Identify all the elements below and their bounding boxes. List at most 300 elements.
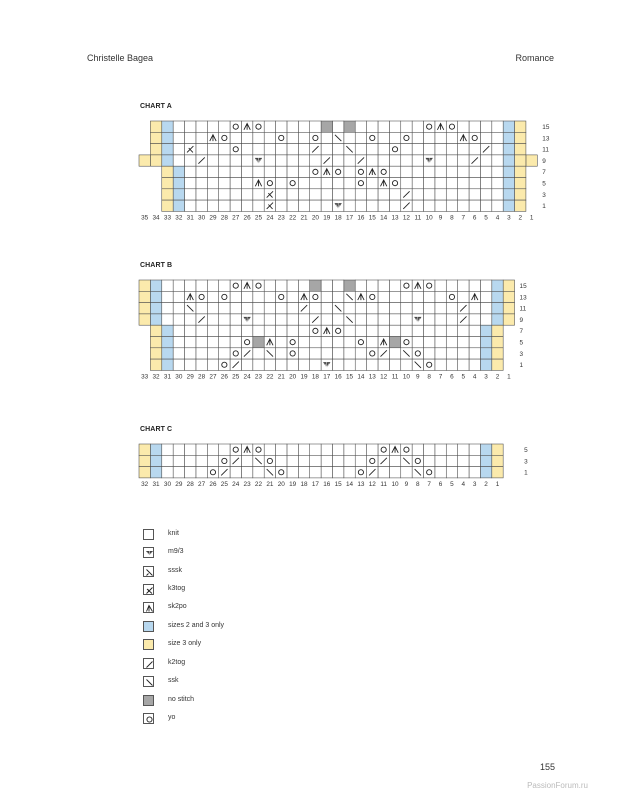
- chart-row: [150, 144, 526, 155]
- column-number: 13: [368, 373, 376, 381]
- grid-cell: [321, 178, 332, 189]
- grid-cell: [355, 455, 366, 466]
- grid-cell: [150, 132, 161, 143]
- grid-cell: [435, 144, 446, 155]
- grid-cell: [412, 291, 423, 302]
- grid-cell: [458, 359, 469, 370]
- grid-cell: [321, 314, 332, 325]
- grid-cell: [389, 314, 400, 325]
- column-number: 2: [484, 480, 488, 488]
- row-number: 9: [519, 316, 524, 324]
- column-number: 19: [323, 214, 331, 222]
- legend-sssk: sssk: [143, 566, 343, 579]
- column-number: 12: [380, 373, 388, 381]
- grid-cell: [241, 166, 252, 177]
- grid-cell: [287, 325, 298, 336]
- grid-cell: [241, 359, 252, 370]
- grid-cell: [458, 467, 469, 478]
- grid-cell: [310, 280, 321, 291]
- grid-cell: [264, 444, 275, 455]
- grid-cell: [241, 325, 252, 336]
- grid-cell: [298, 314, 309, 325]
- grid-cell: [287, 348, 298, 359]
- grid-cell: [412, 155, 423, 166]
- grid-cell: [207, 359, 218, 370]
- grid-cell: [389, 132, 400, 143]
- grid-cell: [207, 121, 218, 132]
- grid-cell: [412, 166, 423, 177]
- grid-cell: [458, 337, 469, 348]
- grid-cell: [424, 303, 435, 314]
- grid-cell: [150, 155, 161, 166]
- grid-cell: [287, 121, 298, 132]
- column-number: 31: [152, 480, 160, 488]
- grid-cell: [264, 166, 275, 177]
- grid-cell: [492, 359, 503, 370]
- grid-cell: [310, 155, 321, 166]
- grid-cell: [435, 337, 446, 348]
- grid-cell: [253, 444, 264, 455]
- column-number: 14: [380, 214, 388, 222]
- grid-cell: [207, 155, 218, 166]
- grid-cell: [367, 280, 378, 291]
- grid-cell: [230, 314, 241, 325]
- grid-cell: [287, 189, 298, 200]
- column-number: 8: [450, 214, 454, 222]
- grid-cell: [185, 178, 196, 189]
- chart-row: [139, 303, 515, 314]
- grid-cell: [435, 303, 446, 314]
- row-number: 3: [519, 350, 524, 358]
- grid-cell: [344, 337, 355, 348]
- grid-cell: [389, 467, 400, 478]
- grid-cell: [367, 359, 378, 370]
- column-number: 24: [232, 480, 240, 488]
- column-number: 2: [518, 214, 523, 222]
- grid-cell: [367, 337, 378, 348]
- grid-cell: [321, 189, 332, 200]
- grid-cell: [424, 291, 435, 302]
- grid-cell: [185, 444, 196, 455]
- chart-row: [162, 178, 526, 189]
- column-number: 13: [391, 214, 399, 222]
- column-number: 16: [334, 373, 342, 381]
- grid-cell: [503, 166, 514, 177]
- grid-cell: [480, 325, 491, 336]
- row-number: 5: [519, 339, 524, 347]
- grid-cell: [355, 467, 366, 478]
- grid-cell: [424, 166, 435, 177]
- column-number: 27: [198, 480, 206, 488]
- grid-cell: [287, 132, 298, 143]
- column-number: 22: [254, 480, 263, 488]
- grid-cell: [173, 359, 184, 370]
- grid-cell: [253, 132, 264, 143]
- sssk-icon: [143, 566, 154, 577]
- grid-cell: [378, 200, 389, 211]
- grid-cell: [230, 189, 241, 200]
- grid-cell: [412, 444, 423, 455]
- grid-cell: [435, 178, 446, 189]
- grid-cell: [276, 359, 287, 370]
- chart-row: [150, 121, 526, 132]
- grid-cell: [185, 348, 196, 359]
- grid-cell: [389, 144, 400, 155]
- grid-cell: [321, 280, 332, 291]
- grid-cell: [344, 132, 355, 143]
- grid-cell: [458, 178, 469, 189]
- grid-cell: [276, 155, 287, 166]
- grid-cell: [207, 166, 218, 177]
- grid-cell: [230, 280, 241, 291]
- grid-cell: [310, 348, 321, 359]
- grid-cell: [310, 189, 321, 200]
- grid-cell: [344, 121, 355, 132]
- grid-cell: [173, 455, 184, 466]
- row-number: 11: [542, 146, 549, 154]
- column-number: 26: [220, 373, 228, 381]
- column-number: 5: [450, 480, 454, 488]
- grid-cell: [344, 200, 355, 211]
- row-number: 13: [542, 135, 550, 143]
- chart-row: [162, 189, 526, 200]
- grid-cell: [424, 121, 435, 132]
- grid-cell: [458, 121, 469, 132]
- column-number: 1: [495, 480, 500, 488]
- grid-cell: [230, 121, 241, 132]
- chart-row: [162, 200, 526, 211]
- column-number: 12: [402, 214, 410, 222]
- column-number: 25: [254, 214, 263, 222]
- grid-cell: [253, 144, 264, 155]
- grid-cell: [253, 359, 264, 370]
- column-number: 11: [380, 480, 387, 488]
- grid-cell: [162, 280, 173, 291]
- grid-cell: [219, 444, 230, 455]
- grid-cell: [298, 132, 309, 143]
- column-number: 1: [507, 373, 511, 381]
- chart-c-title: CHART C: [140, 426, 173, 433]
- column-number: 10: [425, 214, 433, 222]
- grid-cell: [480, 303, 491, 314]
- chart-row: [139, 455, 503, 466]
- grid-cell: [401, 132, 412, 143]
- grid-cell: [480, 314, 491, 325]
- grid-cell: [264, 280, 275, 291]
- grid-cell: [435, 189, 446, 200]
- grid-cell: [332, 155, 343, 166]
- grid-cell: [412, 178, 423, 189]
- grid-cell: [219, 189, 230, 200]
- grid-cell: [492, 200, 503, 211]
- grid-cell: [276, 121, 287, 132]
- grid-cell: [230, 348, 241, 359]
- grid-cell: [173, 314, 184, 325]
- grid-cell: [492, 178, 503, 189]
- grid-cell: [458, 455, 469, 466]
- grid-cell: [230, 132, 241, 143]
- grid-cell: [355, 444, 366, 455]
- grid-cell: [150, 291, 161, 302]
- grid-cell: [276, 280, 287, 291]
- grid-cell: [264, 144, 275, 155]
- grid-cell: [298, 348, 309, 359]
- grid-cell: [469, 200, 480, 211]
- column-number: 9: [438, 214, 443, 222]
- grid-cell: [150, 359, 161, 370]
- grid-cell: [412, 189, 423, 200]
- yellow-swatch-icon: [143, 639, 154, 650]
- grid-cell: [321, 303, 332, 314]
- grid-cell: [196, 178, 207, 189]
- grid-cell: [412, 348, 423, 359]
- grid-cell: [321, 455, 332, 466]
- grid-cell: [276, 178, 287, 189]
- grid-cell: [173, 132, 184, 143]
- grid-cell: [230, 303, 241, 314]
- grid-cell: [480, 189, 491, 200]
- grid-cell: [173, 348, 184, 359]
- column-number: 9: [404, 480, 409, 488]
- column-number: 6: [450, 373, 454, 381]
- column-number: 20: [311, 214, 319, 222]
- grid-cell: [446, 359, 457, 370]
- grid-cell: [310, 359, 321, 370]
- grid-cell: [321, 444, 332, 455]
- column-number: 18: [334, 214, 342, 222]
- grid-cell: [332, 144, 343, 155]
- grid-cell: [389, 291, 400, 302]
- grid-cell: [310, 337, 321, 348]
- grid-cell: [389, 348, 400, 359]
- grid-cell: [310, 200, 321, 211]
- grid-cell: [446, 325, 457, 336]
- column-number: 5: [484, 214, 488, 222]
- grid-cell: [196, 166, 207, 177]
- grid-cell: [367, 455, 378, 466]
- grid-cell: [253, 200, 264, 211]
- legend-k2tog: k2tog: [143, 658, 343, 671]
- grid-cell: [355, 121, 366, 132]
- column-number: 29: [186, 373, 194, 381]
- grid-cell: [469, 467, 480, 478]
- row-number: 7: [519, 328, 524, 336]
- grid-cell: [162, 178, 173, 189]
- grid-cell: [162, 166, 173, 177]
- grid-cell: [276, 455, 287, 466]
- grid-cell: [367, 200, 378, 211]
- column-number: 21: [277, 373, 285, 381]
- column-number: 16: [323, 480, 331, 488]
- grid-cell: [253, 314, 264, 325]
- grid-cell: [207, 444, 218, 455]
- grid-cell: [253, 280, 264, 291]
- grid-cell: [185, 455, 196, 466]
- grid-cell: [401, 337, 412, 348]
- column-number: 30: [163, 480, 172, 488]
- grid-cell: [162, 467, 173, 478]
- grid-cell: [446, 314, 457, 325]
- grid-cell: [196, 444, 207, 455]
- row-number: 15: [519, 282, 527, 290]
- grid-cell: [492, 455, 503, 466]
- grid-cell: [219, 348, 230, 359]
- grid-cell: [150, 280, 161, 291]
- grid-cell: [469, 189, 480, 200]
- grid-cell: [196, 144, 207, 155]
- grid-cell: [503, 314, 514, 325]
- grid-cell: [458, 189, 469, 200]
- grid-cell: [435, 455, 446, 466]
- grid-cell: [412, 325, 423, 336]
- grid-cell: [230, 200, 241, 211]
- grid-cell: [367, 178, 378, 189]
- grid-cell: [219, 359, 230, 370]
- grid-cell: [378, 280, 389, 291]
- grid-cell: [321, 467, 332, 478]
- column-number: 6: [472, 214, 477, 222]
- grid-cell: [367, 155, 378, 166]
- grid-cell: [458, 200, 469, 211]
- grid-cell: [310, 455, 321, 466]
- column-number: 3: [472, 480, 477, 488]
- grid-cell: [162, 325, 173, 336]
- grid-cell: [276, 348, 287, 359]
- column-number: 10: [391, 480, 399, 488]
- grid-cell: [389, 455, 400, 466]
- grid-cell: [150, 348, 161, 359]
- grid-cell: [230, 166, 241, 177]
- grid-cell: [310, 325, 321, 336]
- grid-cell: [378, 325, 389, 336]
- grid-cell: [446, 144, 457, 155]
- grid-cell: [264, 178, 275, 189]
- column-number: 17: [345, 214, 354, 222]
- grid-cell: [298, 337, 309, 348]
- legend-k3tog: k3tog: [143, 584, 343, 597]
- grid-cell: [492, 155, 503, 166]
- column-number: 29: [175, 480, 183, 488]
- grid-cell: [401, 144, 412, 155]
- column-number: 6: [438, 480, 443, 488]
- grid-cell: [435, 280, 446, 291]
- chart-row: [150, 348, 503, 359]
- grid-cell: [253, 467, 264, 478]
- grid-cell: [185, 325, 196, 336]
- grid-cell: [173, 444, 184, 455]
- chart-row: [139, 444, 503, 455]
- grid-cell: [480, 291, 491, 302]
- grid-cell: [401, 314, 412, 325]
- grid-cell: [276, 337, 287, 348]
- grid-cell: [162, 291, 173, 302]
- grid-cell: [435, 291, 446, 302]
- grid-cell: [492, 132, 503, 143]
- grid-cell: [298, 467, 309, 478]
- grid-cell: [253, 348, 264, 359]
- column-number: 20: [277, 480, 285, 488]
- grid-cell: [185, 121, 196, 132]
- grid-cell: [424, 359, 435, 370]
- grid-cell: [241, 467, 252, 478]
- grid-cell: [287, 166, 298, 177]
- column-number: 8: [427, 373, 431, 381]
- chart-c-grid: [0, 442, 622, 502]
- grid-cell: [241, 337, 252, 348]
- grid-cell: [378, 132, 389, 143]
- grid-cell: [355, 303, 366, 314]
- grid-cell: [492, 189, 503, 200]
- grid-cell: [321, 348, 332, 359]
- grid-cell: [173, 166, 184, 177]
- grid-cell: [185, 200, 196, 211]
- grid-cell: [162, 303, 173, 314]
- grid-cell: [219, 280, 230, 291]
- grid-cell: [355, 359, 366, 370]
- grid-cell: [424, 325, 435, 336]
- column-number: 31: [163, 373, 172, 381]
- grid-cell: [310, 178, 321, 189]
- grid-cell: [503, 189, 514, 200]
- column-number: 27: [209, 373, 217, 381]
- grid-cell: [492, 467, 503, 478]
- grid-cell: [219, 455, 230, 466]
- grid-cell: [355, 189, 366, 200]
- grid-cell: [253, 325, 264, 336]
- grid-cell: [435, 348, 446, 359]
- grid-cell: [185, 359, 196, 370]
- column-number: 15: [345, 373, 354, 381]
- grid-cell: [492, 444, 503, 455]
- grid-cell: [162, 155, 173, 166]
- grid-cell: [446, 291, 457, 302]
- column-number: 25: [220, 480, 228, 488]
- grid-cell: [162, 444, 173, 455]
- grid-cell: [230, 444, 241, 455]
- grid-cell: [276, 291, 287, 302]
- grid-cell: [310, 121, 321, 132]
- legend-yo: yo: [143, 713, 343, 726]
- column-number: 4: [472, 373, 477, 381]
- grid-cell: [332, 359, 343, 370]
- grid-cell: [162, 132, 173, 143]
- grid-cell: [355, 325, 366, 336]
- grid-cell: [435, 325, 446, 336]
- row-number: 3: [542, 191, 546, 199]
- grid-cell: [287, 200, 298, 211]
- grid-cell: [480, 359, 491, 370]
- column-number: 17: [323, 373, 331, 381]
- grid-cell: [469, 455, 480, 466]
- grid-cell: [446, 337, 457, 348]
- grid-cell: [219, 132, 230, 143]
- grid-cell: [173, 467, 184, 478]
- column-number: 3: [507, 214, 511, 222]
- column-number: 22: [266, 373, 274, 381]
- grid-cell: [515, 121, 526, 132]
- grid-cell: [515, 178, 526, 189]
- grid-cell: [389, 325, 400, 336]
- grid-cell: [446, 280, 457, 291]
- grid-cell: [230, 325, 241, 336]
- grid-cell: [298, 189, 309, 200]
- grid-cell: [173, 178, 184, 189]
- chart-row: [139, 467, 503, 478]
- grid-cell: [515, 166, 526, 177]
- column-number: 7: [438, 373, 443, 381]
- grid-cell: [435, 359, 446, 370]
- grid-cell: [446, 303, 457, 314]
